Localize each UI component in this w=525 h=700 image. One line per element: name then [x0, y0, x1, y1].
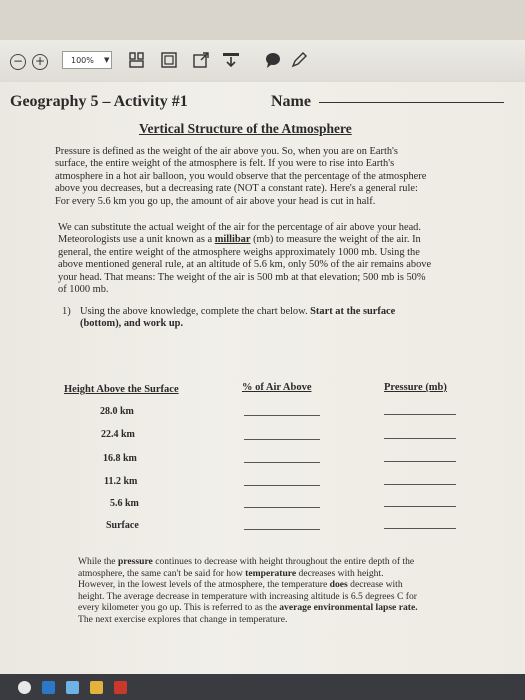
text-span: decreases with height. [296, 567, 384, 579]
table-row-label: 28.0 km [100, 406, 134, 417]
text-span: Start at the surface [310, 306, 396, 317]
download-icon[interactable] [222, 51, 240, 69]
text-line [78, 602, 498, 614]
text-span: (mb) to measure the weight of the air. In [250, 234, 421, 246]
image-icon[interactable] [160, 51, 178, 69]
text-line [58, 234, 498, 246]
text-line: We can substitute the actual weight of the air for the percentage of air above your head. [58, 222, 421, 233]
table-row-label: Surface [106, 520, 139, 531]
percent-blank [244, 529, 320, 530]
table-row-label: 11.2 km [104, 476, 138, 487]
text-span: average environmental lapse rate. [279, 602, 418, 614]
text-line: Pressure is defined as the weight of the air above you. So, when you are on Earth's [55, 146, 398, 157]
page-layout-icon[interactable] [128, 51, 146, 69]
text-span: While the [78, 556, 118, 567]
text-line: The next exercise explores that change in temperature. [78, 613, 288, 625]
text-span: temperature [245, 567, 297, 579]
text-span: Using the above knowledge, complete the chart below. [80, 306, 311, 317]
percent-blank [244, 462, 320, 463]
column-header-height: Height Above the Surface [64, 384, 179, 395]
text-line: of 1000 mb. [58, 284, 109, 296]
text-line: For every 5.6 km you go up, the amount of air above your head is cut in half. [55, 195, 376, 207]
table-row-label: 5.6 km [110, 498, 139, 509]
browser-icon[interactable] [18, 681, 31, 694]
pressure-blank [384, 484, 456, 485]
app-icon[interactable] [42, 681, 55, 694]
page-title: Vertical Structure of the Atmosphere [139, 121, 352, 136]
question-number: 1) [62, 306, 71, 317]
column-header-percent: % of Air Above [242, 382, 312, 393]
text-line: above mentioned general rule, at an altitude of 5.6 km, only 50% of the air remains above [58, 259, 432, 271]
course-title: Geography 5 – Activity #1 [10, 93, 188, 110]
percent-blank [244, 439, 320, 440]
taskbar [0, 674, 525, 700]
text-span: every kilometer you go up. This is referred to as the [78, 602, 280, 614]
text-span: continues to decrease with height throughout the entire depth of the [152, 556, 415, 567]
table-row-label: 22.4 km [101, 429, 135, 440]
text-line: above you decreases, but a decreasing rate (NOT a constant rate). Here's a general rule: [55, 183, 418, 195]
text-line: height. The average decrease in temperature with increasing altitude is 6.5 degrees C for [78, 590, 417, 602]
chevron-down-icon[interactable]: ▼ [104, 56, 110, 64]
app-icon[interactable] [114, 681, 127, 694]
text-line [80, 306, 480, 318]
text-span: However, in the lowest levels of the atmosphere, the temperature [78, 579, 330, 591]
text-span: decrease with [347, 579, 403, 591]
text-line: (bottom), and work up. [80, 318, 184, 330]
viewer-toolbar [0, 40, 525, 83]
pressure-blank [384, 414, 456, 415]
share-icon[interactable] [192, 51, 210, 69]
percent-blank [244, 507, 320, 508]
question-1-text [80, 306, 480, 331]
millibar-term: millibar [214, 234, 251, 246]
pressure-blank [384, 438, 456, 439]
text-line [78, 568, 498, 580]
zoom-in-icon[interactable]: + [32, 54, 48, 70]
zoom-select[interactable]: 100% [62, 51, 112, 69]
text-line: your head. That means: The weight of the air is 500 mb at that elevation; 500 mb is 50% [58, 271, 426, 283]
temperature-paragraph [78, 556, 498, 626]
text-line [78, 556, 498, 568]
text-span: atmosphere, the same can't be said for how [78, 567, 246, 579]
name-blank-line [319, 102, 504, 103]
percent-blank [244, 415, 320, 416]
intro-paragraph [55, 146, 495, 208]
text-span: does [329, 579, 348, 591]
pressure-blank [384, 461, 456, 462]
comment-icon[interactable] [264, 51, 282, 69]
text-line: surface, the entire weight of the atmosphere is felt. If you were to rise into Earth's [55, 158, 395, 170]
text-line: atmosphere in a hot air balloon, you would observe that the percentage of the atmosphere [55, 170, 427, 182]
text-line: general, the entire weight of the atmosphere weighs approximately 1000 mb. Using the [58, 246, 420, 258]
text-span: pressure [117, 556, 153, 567]
zoom-out-icon[interactable]: − [10, 54, 26, 70]
pen-icon[interactable] [290, 51, 308, 69]
folder-icon[interactable] [90, 681, 103, 694]
app-icon[interactable] [66, 681, 79, 694]
table-row-label: 16.8 km [103, 453, 137, 464]
name-label: Name [271, 93, 311, 110]
percent-blank [244, 485, 320, 486]
column-header-pressure: Pressure (mb) [384, 382, 447, 393]
text-span: Meteorologists use a unit known as a [58, 234, 215, 246]
text-line [78, 579, 498, 591]
pressure-blank [384, 528, 456, 529]
pressure-blank [384, 506, 456, 507]
millibar-paragraph [58, 222, 498, 296]
